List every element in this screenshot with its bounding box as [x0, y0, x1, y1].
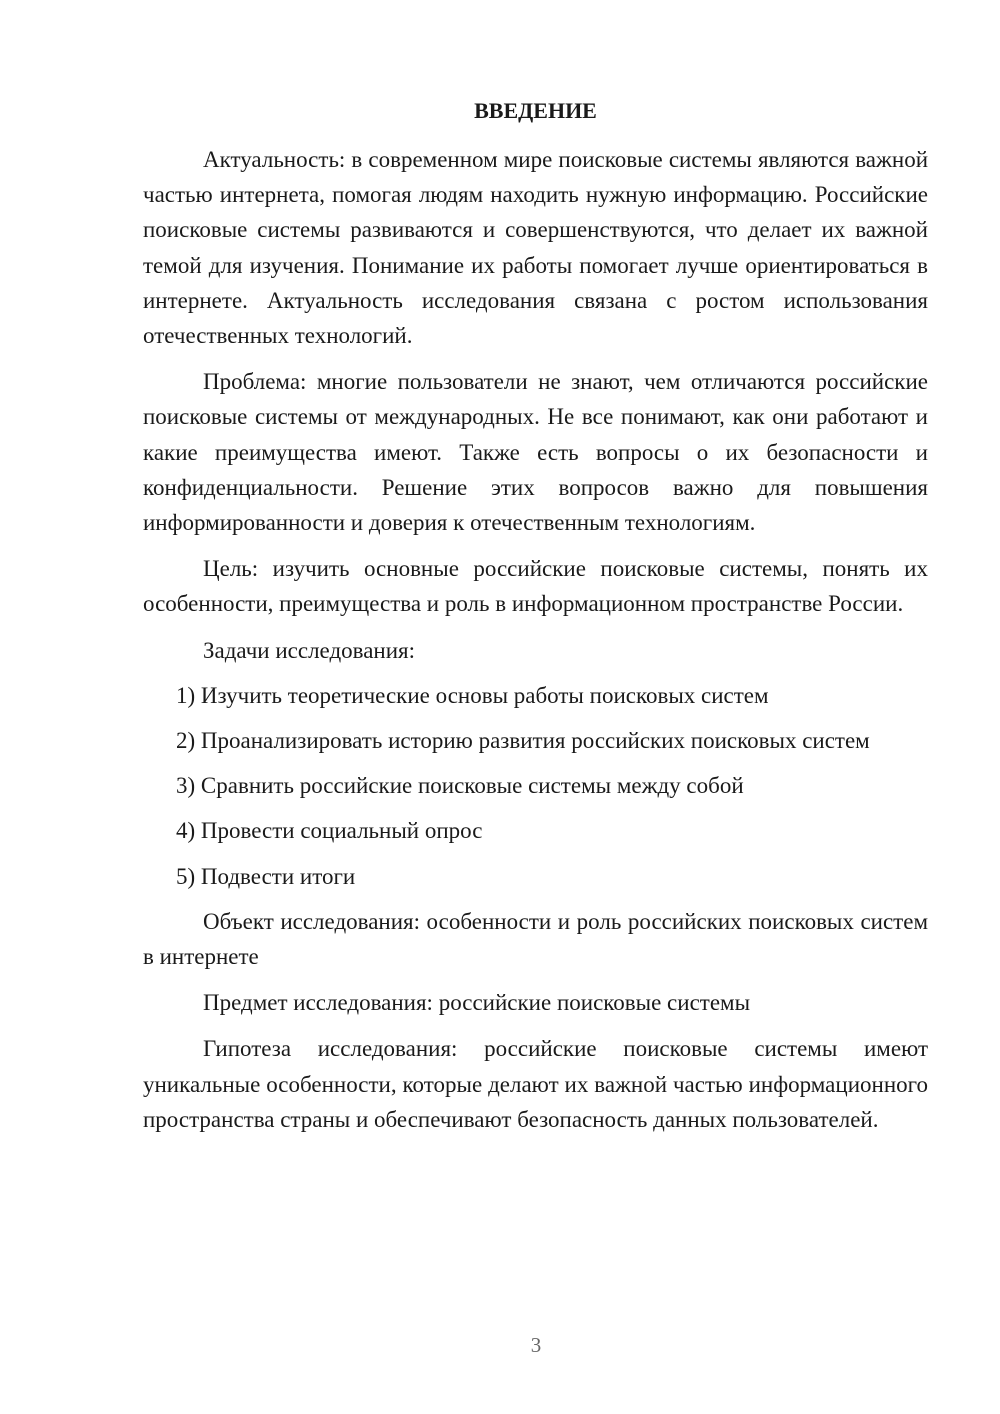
task-item: 3) Сравнить российские поисковые системы между собой [176, 773, 744, 799]
task-item: 2) Проанализировать историю развития российских поисковых систем [176, 728, 870, 754]
page-title: ВВЕДЕНИЕ [474, 98, 597, 123]
paragraph-hypothesis: Гипотеза исследования: российские поисковые системы имеют уникальные особенности, которые делают их важной частью информационного пространства страны и обеспечивают безопасность данных пользователей. [143, 1036, 928, 1132]
task-item: 1) Изучить теоретические основы работы поисковых систем [176, 682, 769, 708]
task-list [143, 678, 928, 894]
task-item: 5) Подвести итоги [176, 863, 356, 889]
paragraph-relevance: Актуальность: в современном мире поисковые системы являются важной частью интернета, помогая людям находить нужную информацию. Российские поисковые системы развиваются и совершенствуются, что делает их важной темой для изучения. Понимание их работы помогает лучше ориентироваться в интернете. Актуальность исследования связана с ростом использования отечественных технологий. [143, 147, 928, 349]
paragraph-object: Объект исследования: особенности и роль российских поисковых систем в интернете [143, 908, 928, 970]
page-number: 3 [530, 1333, 542, 1357]
paragraph-problem: Проблема: многие пользователи не знают, чем отличаются российские поисковые системы от международных. Не все понимают, как они работают и какие преимущества имеют. Также есть вопросы о их безопасности и конфиденциальности. Решение этих вопросов важно для повышения информированности и доверия к отечественным технологиям. [143, 369, 928, 536]
paragraph-subject: Предмет исследования: российские поисковые системы [203, 990, 751, 1016]
task-item: 4) Провести социальный опрос [176, 818, 483, 844]
page-content [143, 96, 928, 1137]
paragraph-goal: Цель: изучить основные российские поисковые системы, понять их особенности, преимущества и роль в информационном пространстве России. [143, 556, 928, 617]
tasks-heading: Задачи исследования: [203, 637, 416, 663]
